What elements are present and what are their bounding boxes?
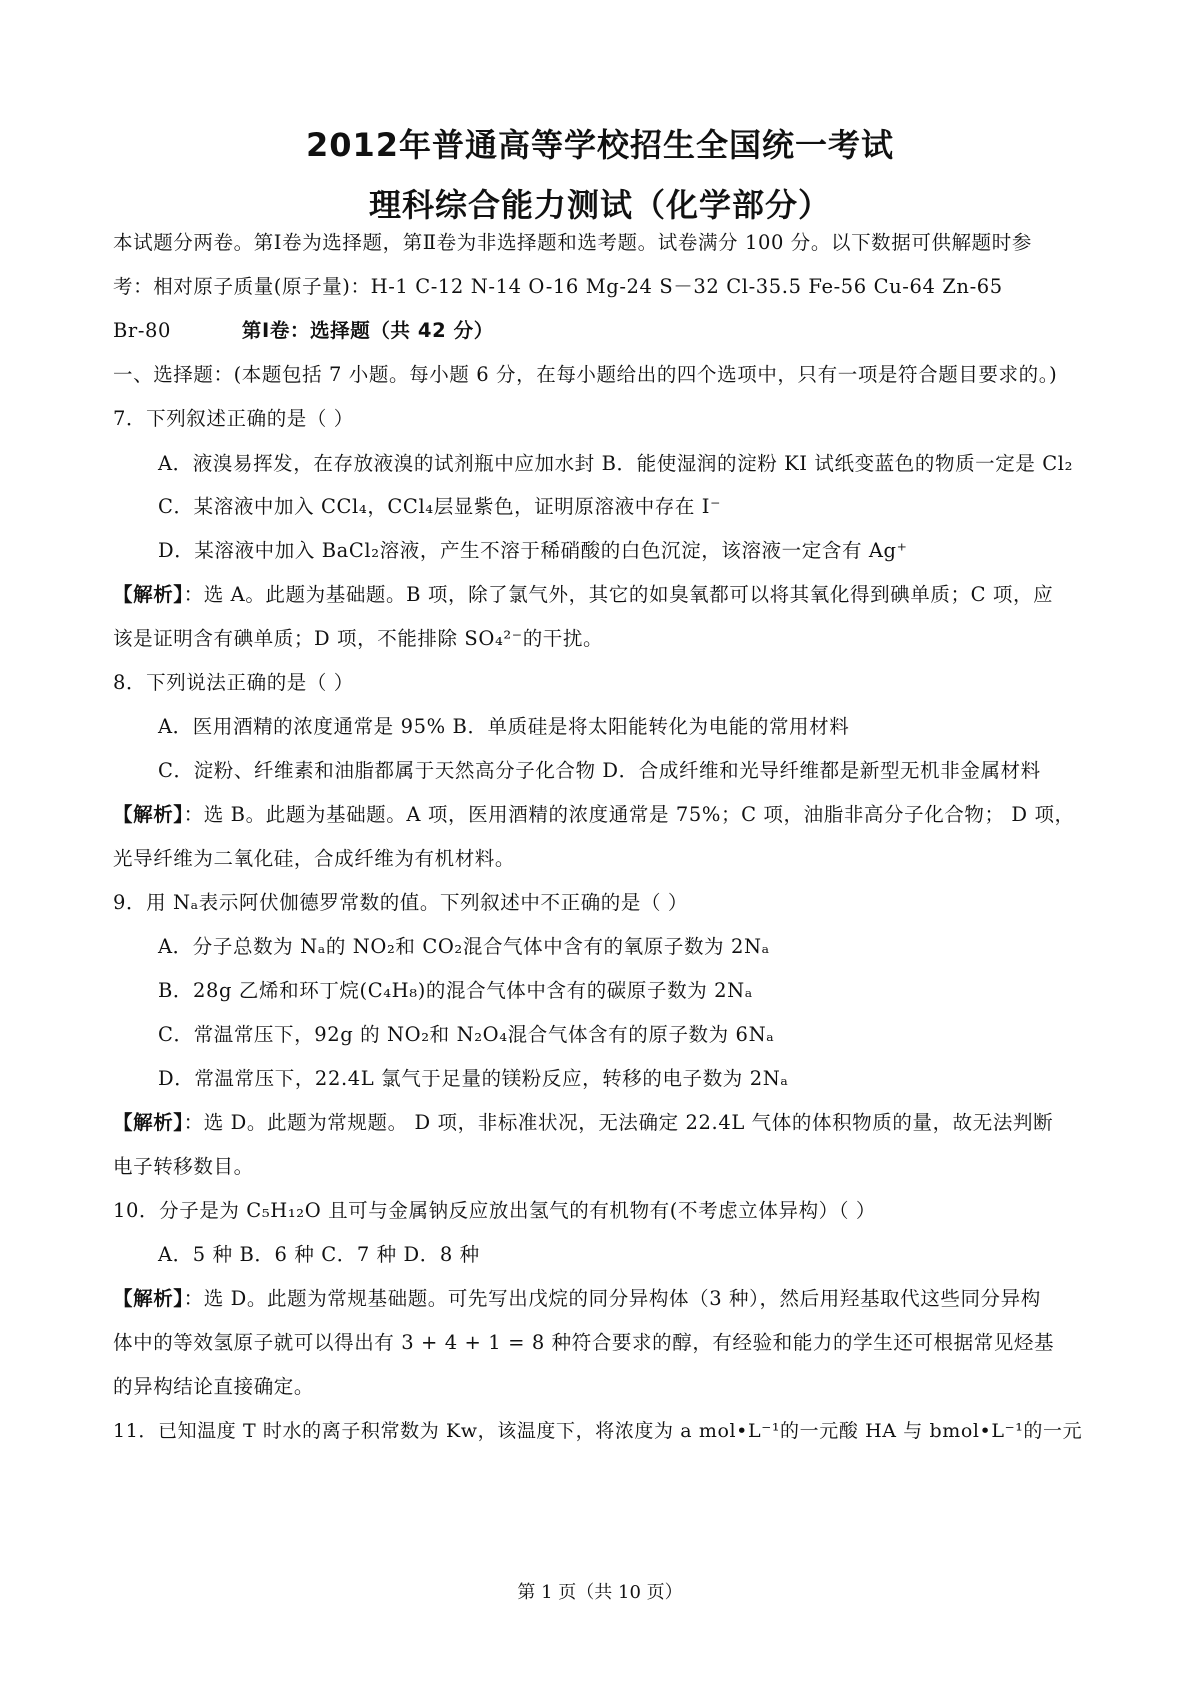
question-9-analysis-1: 【解析】：选 D。此题为常规题。 D 项，非标准状况，无法确定 22.4L 气体的体积物质的量，故无法判断 <box>113 1111 1054 1134</box>
question-7-analysis-2: 该是证明含有碘单质；D 项，不能排除 SO₄²⁻的干扰。 <box>113 627 604 650</box>
question-7-option-ab: A．液溴易挥发，在存放液溴的试剂瓶中应加水封 B．能使湿润的淀粉 KI 试纸变蓝色的物质一定是 Cl₂ <box>158 452 1074 475</box>
question-7-option-d: D．某溶液中加入 BaCl₂溶液，产生不溶于稀硝酸的白色沉淀，该溶液一定含有 Ag⁺ <box>158 539 908 562</box>
question-8-option-ab: A．医用酒精的浓度通常是 95% B．单质硅是将太阳能转化为电能的常用材料 <box>158 715 850 738</box>
question-7-stem: 7．下列叙述正确的是（ ） <box>113 407 354 430</box>
question-9-stem: 9．用 Nₐ表示阿伏伽德罗常数的值。下列叙述中不正确的是（ ） <box>113 891 688 914</box>
question-9-option-b: B．28g 乙烯和环丁烷(C₄H₈)的混合气体中含有的碳原子数为 2Nₐ <box>158 979 753 1002</box>
question-10-options: A．5 种 B．6 种 C．7 种 D．8 种 <box>158 1243 480 1266</box>
question-9-option-a: A．分子总数为 Nₐ的 NO₂和 CO₂混合气体中含有的氧原子数为 2Nₐ <box>158 935 770 958</box>
analysis-label: 【解析】 <box>113 1287 184 1310</box>
question-7-option-c: C．某溶液中加入 CCl₄，CCl₄层显紫色，证明原溶液中存在 I⁻ <box>158 495 722 518</box>
page-title: 2012年普通高等学校招生全国统一考试 <box>305 126 895 164</box>
question-7-analysis-1: 【解析】：选 A。此题为基础题。B 项，除了氯气外，其它的如臭氧都可以将其氧化得到碘单质；C 项，应 <box>113 583 1054 606</box>
question-9-analysis-2: 电子转移数目。 <box>113 1155 254 1178</box>
question-8-stem: 8．下列说法正确的是（ ） <box>113 671 354 694</box>
intro-line-1: 本试题分两卷。第Ⅰ卷为选择题，第Ⅱ卷为非选择题和选考题。试卷满分 100 分。以下数据可供解题时参 <box>113 231 1032 254</box>
page-number: 第 1 页（共 10 页） <box>517 1582 683 1603</box>
analysis-label: 【解析】 <box>113 583 184 606</box>
question-9-option-d: D．常温常压下，22.4L 氯气于足量的镁粉反应，转移的电子数为 2Nₐ <box>158 1067 789 1090</box>
intro-line-2: 考：相对原子质量(原子量)：H-1 C-12 N-14 O-16 Mg-24 S－32 Cl-35.5 Fe-56 Cu-64 Zn-65 <box>113 275 1003 298</box>
question-10-stem: 10．分子是为 C₅H₁₂O 且可与金属钠反应放出氢气的有机物有(不考虑立体异构）（ ） <box>113 1199 877 1222</box>
section-title: 第Ⅰ卷：选择题（共 42 分） <box>241 319 494 342</box>
intro-line-3 <box>113 317 494 345</box>
question-10-analysis-2: 体中的等效氢原子就可以得出有 3 + 4 + 1 = 8 种符合要求的醇，有经验和能力的学生还可根据常见烃基 <box>113 1331 1055 1354</box>
question-8-option-cd: C．淀粉、纤维素和油脂都属于天然高分子化合物 D．合成纤维和光导纤维都是新型无机非金属材料 <box>158 759 1041 782</box>
question-10-analysis-1: 【解析】：选 D。此题为常规基础题。可先写出戊烷的同分异构体（3 种），然后用羟基取代这些同分异构 <box>113 1287 1041 1310</box>
question-11-stem: 11．已知温度 T 时水的离子积常数为 Kw，该温度下，将浓度为 a mol•L⁻¹的一元酸 HA 与 bmol•L⁻¹的一元 <box>113 1420 1083 1442</box>
question-8-analysis-2: 光导纤维为二氧化硅，合成纤维为有机材料。 <box>113 847 516 870</box>
question-8-analysis-1: 【解析】：选 B。此题为基础题。A 项，医用酒精的浓度通常是 75%；C 项，油脂非高分子化合物； D 项， <box>113 803 1075 826</box>
atomic-mass-br: Br-80 <box>113 319 172 342</box>
analysis-label: 【解析】 <box>113 1111 184 1134</box>
section-instructions: 一、选择题：(本题包括 7 小题。每小题 6 分，在每小题给出的四个选项中，只有一项是符合题目要求的。) <box>113 363 1058 386</box>
question-9-option-c: C．常温常压下，92g 的 NO₂和 N₂O₄混合气体含有的原子数为 6Nₐ <box>158 1023 775 1046</box>
question-10-analysis-3: 的异构结论直接确定。 <box>113 1375 315 1398</box>
analysis-label: 【解析】 <box>113 803 184 826</box>
page-subtitle: 理科综合能力测试（化学部分） <box>368 186 831 224</box>
